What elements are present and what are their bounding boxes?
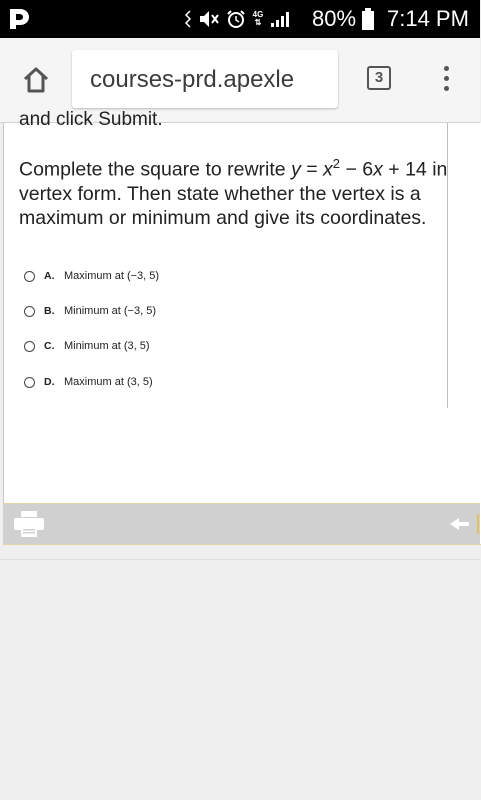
back-arrow-icon[interactable] (450, 517, 470, 531)
overflow-menu-icon[interactable] (440, 66, 452, 94)
pandora-icon (8, 7, 30, 31)
clock: 7:14 PM (387, 6, 469, 31)
answer-choice-c[interactable]: C. Minimum at (3, 5) (24, 336, 150, 356)
page-separator (0, 559, 480, 560)
url-bar[interactable] (72, 50, 338, 108)
vibrate-icon (184, 10, 192, 28)
mute-icon (198, 9, 220, 29)
footer-toolbar (3, 503, 480, 544)
radio-button[interactable] (24, 271, 35, 282)
radio-button[interactable] (24, 377, 35, 388)
status-icons (184, 8, 296, 30)
network-4g-icon: 4G ⇅ (252, 10, 264, 27)
answer-choice-d[interactable]: D. Maximum at (3, 5) (24, 372, 153, 392)
status-bar (0, 0, 480, 38)
radio-button[interactable] (24, 306, 35, 317)
question-text: Complete the square to rewrite $y = x^2 - 6x + 14$ in vertex form. Then state whether the vertex is a maximum or minimum and give its coordinates. (19, 156, 448, 229)
tabs-icon[interactable]: 3 (367, 66, 391, 90)
print-icon[interactable] (14, 511, 44, 537)
footer-edge (477, 514, 479, 534)
signal-icon (270, 10, 290, 28)
radio-button[interactable] (24, 341, 35, 352)
answer-choice-a[interactable]: A. Maximum at (−3, 5) (24, 266, 159, 286)
home-icon[interactable] (22, 66, 50, 94)
alarm-icon (226, 9, 246, 29)
instruction-text: and click Submit. (19, 109, 163, 130)
battery-percentage: 80% (312, 6, 357, 31)
question-panel (3, 109, 481, 545)
url-text: courses-prd.apexle (90, 66, 295, 93)
battery-icon (361, 8, 375, 30)
answer-choice-b[interactable]: B. Minimum at (−3, 5) (24, 301, 156, 321)
